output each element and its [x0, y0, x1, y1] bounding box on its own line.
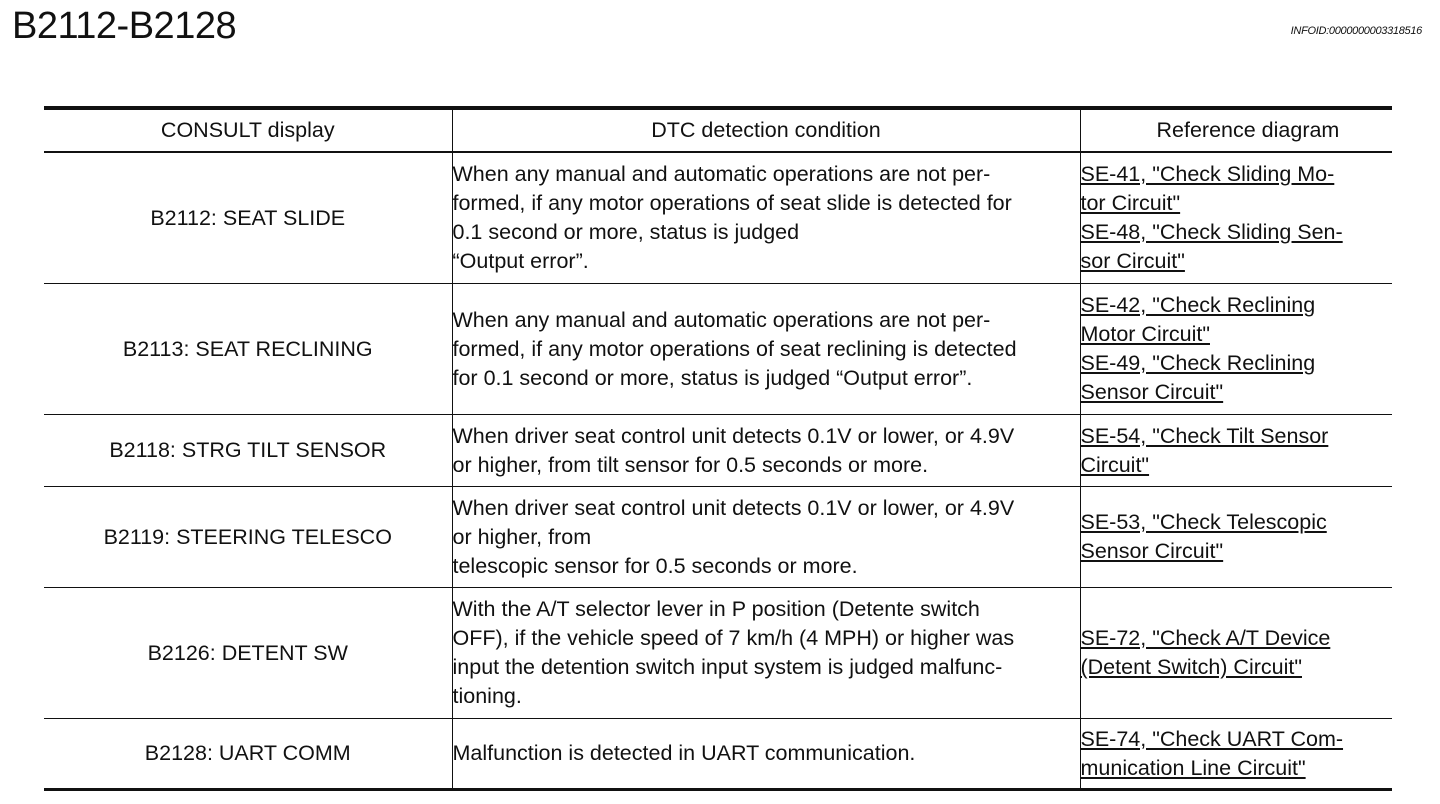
- reference-link-se-72[interactable]: [1081, 624, 1393, 682]
- condition-line: When driver seat control unit detects 0.1V or lower, or 4.9V: [452, 423, 1015, 448]
- table-row: [44, 152, 1392, 284]
- reference-diagram-cell: [1080, 415, 1392, 487]
- detection-condition-cell: [452, 588, 1080, 719]
- reference-link-text: SE-42, "Check Reclining: [1080, 293, 1316, 317]
- table-row: [44, 588, 1392, 719]
- reference-diagram-cell: [1080, 588, 1392, 719]
- reference-link-text: munication Line Circuit": [1080, 755, 1306, 780]
- reference-diagram-cell: [1080, 487, 1392, 588]
- condition-line: formed, if any motor operations of seat slide is detected for: [452, 191, 1012, 215]
- condition-line: When driver seat control unit detects 0.1V or lower, or 4.9V: [452, 495, 1015, 520]
- reference-diagram-cell: [1080, 284, 1392, 415]
- consult-display-cell: B2118: STRG TILT SENSOR: [44, 415, 452, 487]
- reference-link-text: SE-41, "Check Sliding Mo-: [1080, 162, 1335, 186]
- table-header-row: [44, 108, 1392, 152]
- reference-link-se-48[interactable]: [1081, 218, 1393, 276]
- table-row: [44, 415, 1392, 487]
- header-consult-display: CONSULT display: [44, 108, 452, 152]
- detection-condition-cell: [452, 152, 1080, 284]
- info-id: INFOID:0000000003318516: [1290, 25, 1422, 37]
- consult-display-cell: B2113: SEAT RECLINING: [44, 284, 452, 415]
- page-title: B2112-B2128: [12, 5, 237, 47]
- condition-line: When any manual and automatic operations are not per-: [452, 162, 991, 186]
- reference-link-text: SE-74, "Check UART Com-: [1080, 726, 1344, 751]
- condition-line: “Output error”.: [452, 249, 589, 273]
- reference-link-text: SE-72, "Check A/T Device: [1080, 626, 1331, 650]
- reference-link-text: Sensor Circuit": [1080, 539, 1224, 563]
- condition-line: With the A/T selector lever in P position (Detente switch: [452, 597, 980, 621]
- condition-line: OFF), if the vehicle speed of 7 km/h (4 MPH) or higher was: [452, 626, 1015, 650]
- condition-line: Malfunction is detected in UART communication.: [452, 741, 916, 765]
- condition-line: or higher, from tilt sensor for 0.5 seconds or more.: [452, 452, 929, 477]
- table-row: [44, 487, 1392, 588]
- reference-link-se-74[interactable]: [1081, 725, 1393, 783]
- consult-display-cell: B2112: SEAT SLIDE: [44, 152, 452, 284]
- reference-link-se-42[interactable]: [1081, 291, 1393, 349]
- table-row: [44, 719, 1392, 790]
- table-row: [44, 284, 1392, 415]
- detection-condition-cell: [452, 719, 1080, 790]
- detection-condition-cell: [452, 487, 1080, 588]
- condition-line: input the detention switch input system is judged malfunc-: [452, 655, 1003, 679]
- reference-link-se-53[interactable]: [1081, 508, 1393, 566]
- reference-link-text: SE-48, "Check Sliding Sen-: [1080, 220, 1343, 244]
- reference-link-text: Sensor Circuit": [1080, 380, 1224, 404]
- header-dtc-detection-condition: DTC detection condition: [452, 108, 1080, 152]
- reference-link-text: sor Circuit": [1080, 249, 1185, 273]
- detection-condition-cell: [452, 284, 1080, 415]
- reference-link-text: SE-53, "Check Telescopic: [1080, 510, 1327, 534]
- condition-line: formed, if any motor operations of seat reclining is detected: [452, 336, 1017, 361]
- consult-display-cell: B2128: UART COMM: [44, 719, 452, 790]
- reference-diagram-cell: [1080, 719, 1392, 790]
- reference-link-text: tor Circuit": [1080, 191, 1181, 215]
- reference-link-se-41[interactable]: [1081, 160, 1393, 218]
- header-reference-diagram: Reference diagram: [1080, 108, 1392, 152]
- condition-line: telescopic sensor for 0.5 seconds or more.: [452, 553, 858, 578]
- reference-link-text: SE-54, "Check Tilt Sensor: [1080, 423, 1329, 448]
- reference-link-se-49[interactable]: [1081, 349, 1393, 407]
- condition-line: or higher, from: [452, 524, 592, 549]
- condition-line: 0.1 second or more, status is judged: [452, 220, 800, 244]
- condition-line: When any manual and automatic operations are not per-: [452, 307, 991, 332]
- dtc-table: [44, 106, 1392, 791]
- consult-display-cell: B2119: STEERING TELESCO: [44, 487, 452, 588]
- condition-line: for 0.1 second or more, status is judged “Output error”.: [452, 365, 973, 390]
- reference-link-text: Motor Circuit": [1080, 322, 1210, 346]
- reference-link-text: Circuit": [1080, 452, 1150, 477]
- reference-link-text: SE-49, "Check Reclining: [1080, 351, 1316, 375]
- reference-link-text: (Detent Switch) Circuit": [1080, 655, 1302, 679]
- detection-condition-cell: [452, 415, 1080, 487]
- condition-line: tioning.: [452, 684, 522, 708]
- consult-display-cell: B2126: DETENT SW: [44, 588, 452, 719]
- reference-link-se-54[interactable]: [1081, 422, 1393, 480]
- reference-diagram-cell: [1080, 152, 1392, 284]
